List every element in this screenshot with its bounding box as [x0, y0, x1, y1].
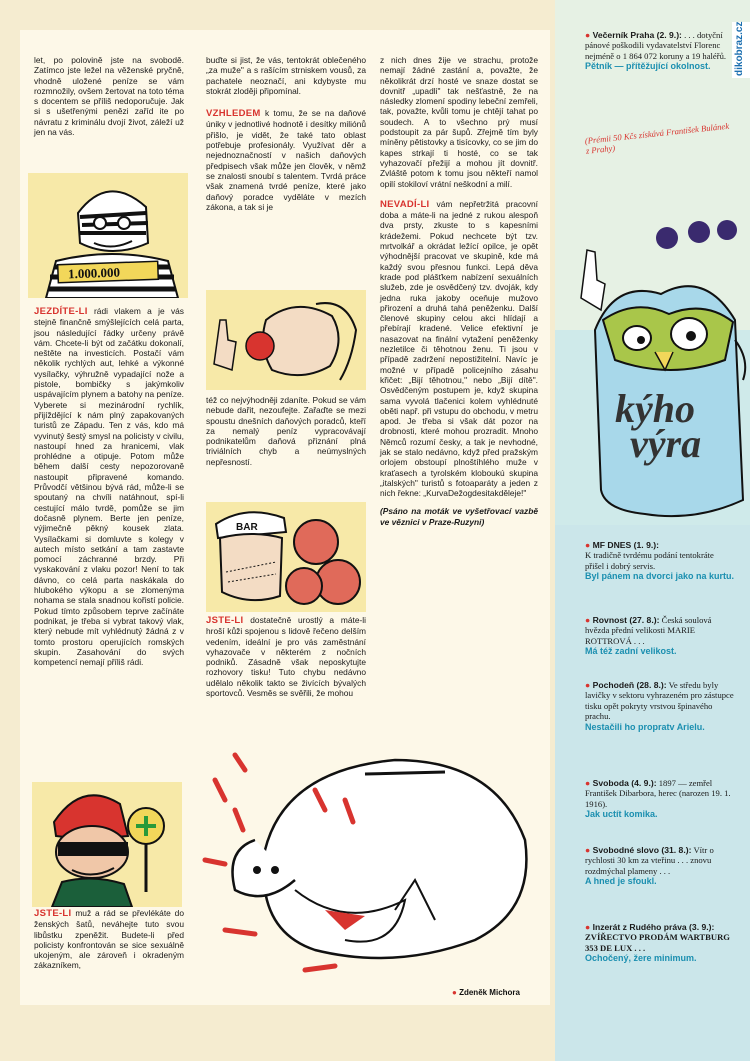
brief-6-punchline: A hned je sfoukl.	[585, 876, 657, 887]
brief-item-3: ● Rovnost (27. 8.): Česká soulová hvězda přední velikosti MARIE ROTTROVÁ . . . Má též zadní velikost.	[585, 615, 735, 657]
brief-5-source: Svoboda (4. 9.):	[592, 778, 657, 788]
heading-vzhledem: VZHLEDEM	[206, 108, 261, 120]
bar-cap-text: BAR	[236, 522, 258, 533]
piggy-bank-illustration	[195, 730, 545, 985]
brief-3-text: Česká soulová hvězda přední velikosti MARIE ROTTROVÁ . . .	[585, 615, 712, 646]
brief-4-source: Pochodeň (28. 8.):	[592, 680, 667, 690]
bouncer-illustration	[206, 502, 366, 612]
col2-section-tax	[206, 108, 366, 212]
column-2-top	[206, 55, 366, 216]
heading-jste-li-1: JSTE-LI	[34, 908, 72, 919]
brief-1-text: . . . dotyční pánové poškodili vydavatelství Florenc nejméně o 1 864 072 koruny a 19 haléřů.	[585, 30, 727, 61]
column-1-bottom	[34, 908, 184, 975]
author-name: Zdeněk Michora	[459, 988, 520, 997]
prisoner-illustration	[28, 173, 188, 298]
col1-section-disguise	[34, 908, 184, 971]
brief-item-5: ● Svoboda (4. 9.): 1897 — zemřel František Dibarbora, herec (narozen 19. 1. 1916). Jak uctít komika.	[585, 778, 735, 820]
masked-thief-illustration	[32, 782, 182, 907]
heading-jste-li-2: JSTE-LI	[206, 615, 244, 626]
col2-paragraph-1: buďte si jist, že vás, tentokrát oblečeného „za muže" a s rašícím strniskem vousů, za pachatele neoznačí, ani kdybyste mu stokrát zloději připomínal.	[206, 55, 366, 96]
column-1-top	[34, 55, 184, 141]
owl-illustration	[575, 210, 750, 530]
banner-text: 1.000.000	[67, 264, 121, 282]
col1-paragraph-3: muž a rád se převlékáte do ženských šatů, neváhejte tuto svou libůstku zpeněžit. Budete-li před policisty konfrontován se sice sexuálně ukojeným, ale zároveň i okradeným zákazníkem,	[34, 908, 184, 971]
brief-2-punchline: Byl pánem na dvorci jako na kurtu.	[585, 571, 735, 582]
prize-note: (Prémii 50 Kčs získává František Bulánek z Prahy)	[584, 120, 730, 157]
col2-section-bouncer	[206, 615, 366, 698]
heading-jezdite-li: JEZDÍTE-LI	[34, 306, 88, 317]
brief-3-source: Rovnost (27. 8.):	[592, 615, 660, 625]
column-3-top	[380, 55, 538, 531]
brief-7-source: Inzerát z Rudého práva (3. 9.):	[592, 922, 715, 932]
brief-item-1: ● Večerník Praha (2. 9.): . . . dotyční pánové poškodili vydavatelství Florenc nejméně o 1 864 072 koruny a 19 haléřů. Pětník — přítěžující okolnost.	[585, 30, 735, 72]
brief-item-6: ● Svobodné slovo (31. 8.): Vítr o rychlosti 30 km za vteřinu . . . znovu rozdmýchal plameny . . . A hned je sfoukl.	[585, 845, 735, 887]
brief-6-text: Vítr o rychlosti 30 km za vteřinu . . . znovu rozdmýchal plameny . . .	[585, 845, 714, 876]
brief-6-source: Svobodné slovo (31. 8.):	[592, 845, 692, 855]
main-article	[20, 30, 550, 1005]
owl-word-2: výra	[630, 421, 702, 466]
column-2-middle	[206, 395, 366, 471]
col1-paragraph-2: rádi vlakem a je vás stejně finančně smýšlejících celá parta, jsou následující řádky určeny právě vám. Chcete-li být od začátku dokonalí, neštěte na investicích. Postačí vám několik rychlých aut, lehké a výkonné vysílačky, výhružně vypadající nože a pistole, bombičky s jakýmkoliv uspávajícím plynem a batohy na peníze. Vyberete si mezinárodní rychlík, přijíždějící k nám plný zapakovaných turistů ze Západu. Ten z vás, kdo má vyvinutý šestý smysl na policisty v civilu, nastoupí hned za hranicemi, vlak prohlédne a otipuje. Potom může během další cesty nepozorovaně nastoupit připravené komando. Průvodčí většinou bývá rád, může-li se spoutaný na chvíli natáhnout, spí-li cestující málo tvrdě, pomůže se jim dočasně plynem. Berte jen peníze, výjimečně pěkný kousek zlata. Vysílačkami si domluvte s kolegy v autech místo setkání a tam zastavte pomocí záchranné brzdy. Při vyskakování z vlaku pozor! Není to tak dávno, co celá parta naskákala do hlubokého výkopu a se zlomenýma nohama se stala snadnou kořistí policie. Pokud tímto způsobem teprve začínáte podnikat, je třeba si vybrat takový vlak, který nebude mít vyhlédnutý žádná z v tomto prostoru operujících romských skupin. Zasahování do svých kompetencí nemají příliš rádi.	[34, 306, 184, 668]
column-2-bottom	[206, 615, 366, 702]
sidebar	[555, 0, 750, 1061]
brief-item-7: ● Inzerát z Rudého práva (3. 9.): ZVÍŘECTVO PRODÁM WARTBURG 353 DE LUX . . . Ochočený, žere minimum.	[585, 922, 735, 964]
brief-2-source: MF DNES (1. 9.):	[592, 540, 659, 550]
col3-paragraph-1: z nich dnes žije ve strachu, protože nemají žádné zastání a, považte, že několikrát drzí hosté ve snaze dostat se dovnitř „upadli" tak nešťastně, že na následky zlomení spodiny lebeční zemřeli, tak, považte, kvůli tomu je chtějí tahat po soudech. A to všechno prý musí podstoupit za pár šupů. Zřejmě tím byly míněny pětistovky a tisícovky, co se jim do kapes strkají ti hosté, co se tak vyhazovačí přežijí a mohou jít dovnitř. Zvláště potom k tomu jsou někteří namol opilí stokiloví vrátní neškodní a milí.	[380, 55, 538, 189]
heading-nevadi-li: NEVADÍ-LI	[380, 198, 430, 210]
col3-note: (Psáno na moták ve vyšetřovací vazbě ve věznici v Praze-Ruzyni)	[380, 506, 538, 527]
brief-4-text: Ve středu byly lavičky v sektoru vyhrazeném pro zástupce tisku opět pokryty vrstvou špinavého prachu.	[585, 680, 734, 722]
owl-word-1: kýho	[615, 386, 695, 431]
brief-2-text: K tradičně tvrdému podání tentokráte přišel i dobrý servis.	[585, 550, 714, 571]
brief-3-punchline: Má též zadní velikost.	[585, 646, 677, 657]
col1-section-trains	[34, 306, 184, 667]
logo-text: dikobraz.cz	[734, 21, 745, 76]
brief-1-punchline: Pětník — přítěžující okolnost.	[585, 61, 711, 72]
col3-paragraph-2: vám nepřetržitá pracovní doba a máte-li na jedné z rukou alespoň dva prsty, zkuste to s kapesními krádežemi. Pokud nechcete být tzv. mrtvolkář a okrádat ležící opilce, je opět výhodnější pracovat ve skupině, kde má každý svou přesnou funkci. Lepá děva krade pod plášťkem nabízení sexuálních služeb, zde je osvědčený tzv. dvoják, kdy jedna ruka jakoby oceňuje mužovo přirození a druhá tahá peněženku. Další členové skupiny celou akci hlídají a přebírají kradené. Velice efektivní je nasazovat na finální vytažení peněženky nezletilce či těhotnou ženu. Ti jsou v případě zadržení nepostižitelní. Navíc je možné v případě policejního zásahu křičet: „Bijí těhotnou," nebo „Bijí dítě". Osvědčeným postupem je, když skupina sama vyvolá tlačenici kolem vyhlédnuté oběti např. při vstupu do obchodu, v metru apod. Je třeba si však dát pozor na drobnosti, které mohou prozradit. Mnoho Němců rozumí česky, a tak je nevhodné, jak se stalo nedávno, když před pražským orlojem obstoupí plnoštíhlého muže v kraťasech a tyrolském kloboukú skupina „italských" turistů s fotoaparáty a jeden z nich řekne: „KurvaDežogdesitakděleje!"	[380, 198, 538, 499]
brief-5-punchline: Jak uctít komika.	[585, 809, 658, 820]
brief-7-punchline: Ochočený, žere minimum.	[585, 953, 697, 964]
brief-7-text: ZVÍŘECTVO PRODÁM WARTBURG 353 DE LUX . . .	[585, 932, 730, 953]
brief-item-4: ● Pochodeň (28. 8.): Ve středu byly lavičky v sektoru vyhrazeném pro zástupce tisku opět pokryty vrstvou špinavého prachu. Nestačili ho propratv Arielu.	[585, 680, 734, 732]
brief-4-punchline: Nestačili ho propratv Arielu.	[585, 721, 705, 732]
brief-1-source: Večerník Praha (2. 9.):	[592, 30, 682, 40]
col1-paragraph-1: let, po polovině jste na svobodě. Zatímco jste ležel na věženské pryčně, vhodně uložené peníze se vám rozmnožily, ovšem žertovat na toto téma s docentem se příliš nedoporučuje. Jak si s ušetřenými penězi zaříd ite po návratu z kriminálu dvojí život, záleží už jen na vás.	[34, 55, 184, 138]
author-credit: ● Zdeněk Michora	[452, 988, 520, 997]
col2-paragraph-2: k tomu, že se na daňové úniky v jednotlivé hodnotě i desítky miliónů přišlo, je vidět, že také tato oblast potřebuje profesionály. Využívat děr a nejednoznačností v našich daňových předpisech však může jen člověk, v němž se znalosti snoubí s talentem. Tvrdá práce však znamená tvrdé peníze, které jako daňový poradce vyděláte v mezích zákona, a tak si je	[206, 108, 367, 212]
col2-paragraph-4: dostatečně urostlý a máte-li hroší kůži spojenou s lidově řečeno delším vedením, ideální je pro vás zaměstnání vyhazovače v některém z nočních podniků. Zásadně však neposkytujte rozhovory tisku! Tuto chybu nedávno udělalo několik takto se živících bývalých sportovců. Vesměs se svěřili, že mohou	[206, 615, 366, 699]
col2-paragraph-3: též co nejvýhodněji zdaníte. Pokud se vám nebude dařit, nezoufejte. Zařaďte se mezi spoustu dnešních daňových poradců, kteří za nemalý peníz vypracovávají podnikatelům daňová přiznání plná triviálních chyb a neúmyslných nepřesností.	[206, 395, 366, 467]
brief-item-2: ● MF DNES (1. 9.): K tradičně tvrdému podání tentokráte přišel i dobrý servis. Byl pánem na dvorci jako na kurtu.	[585, 540, 735, 582]
column-1-middle	[34, 306, 184, 671]
brief-5-text: 1897 — zemřel František Dibarbora, herec (narozen 19. 1. 1916).	[585, 778, 731, 809]
advisor-illustration	[206, 290, 366, 390]
col3-section-pickpocket	[380, 199, 538, 499]
